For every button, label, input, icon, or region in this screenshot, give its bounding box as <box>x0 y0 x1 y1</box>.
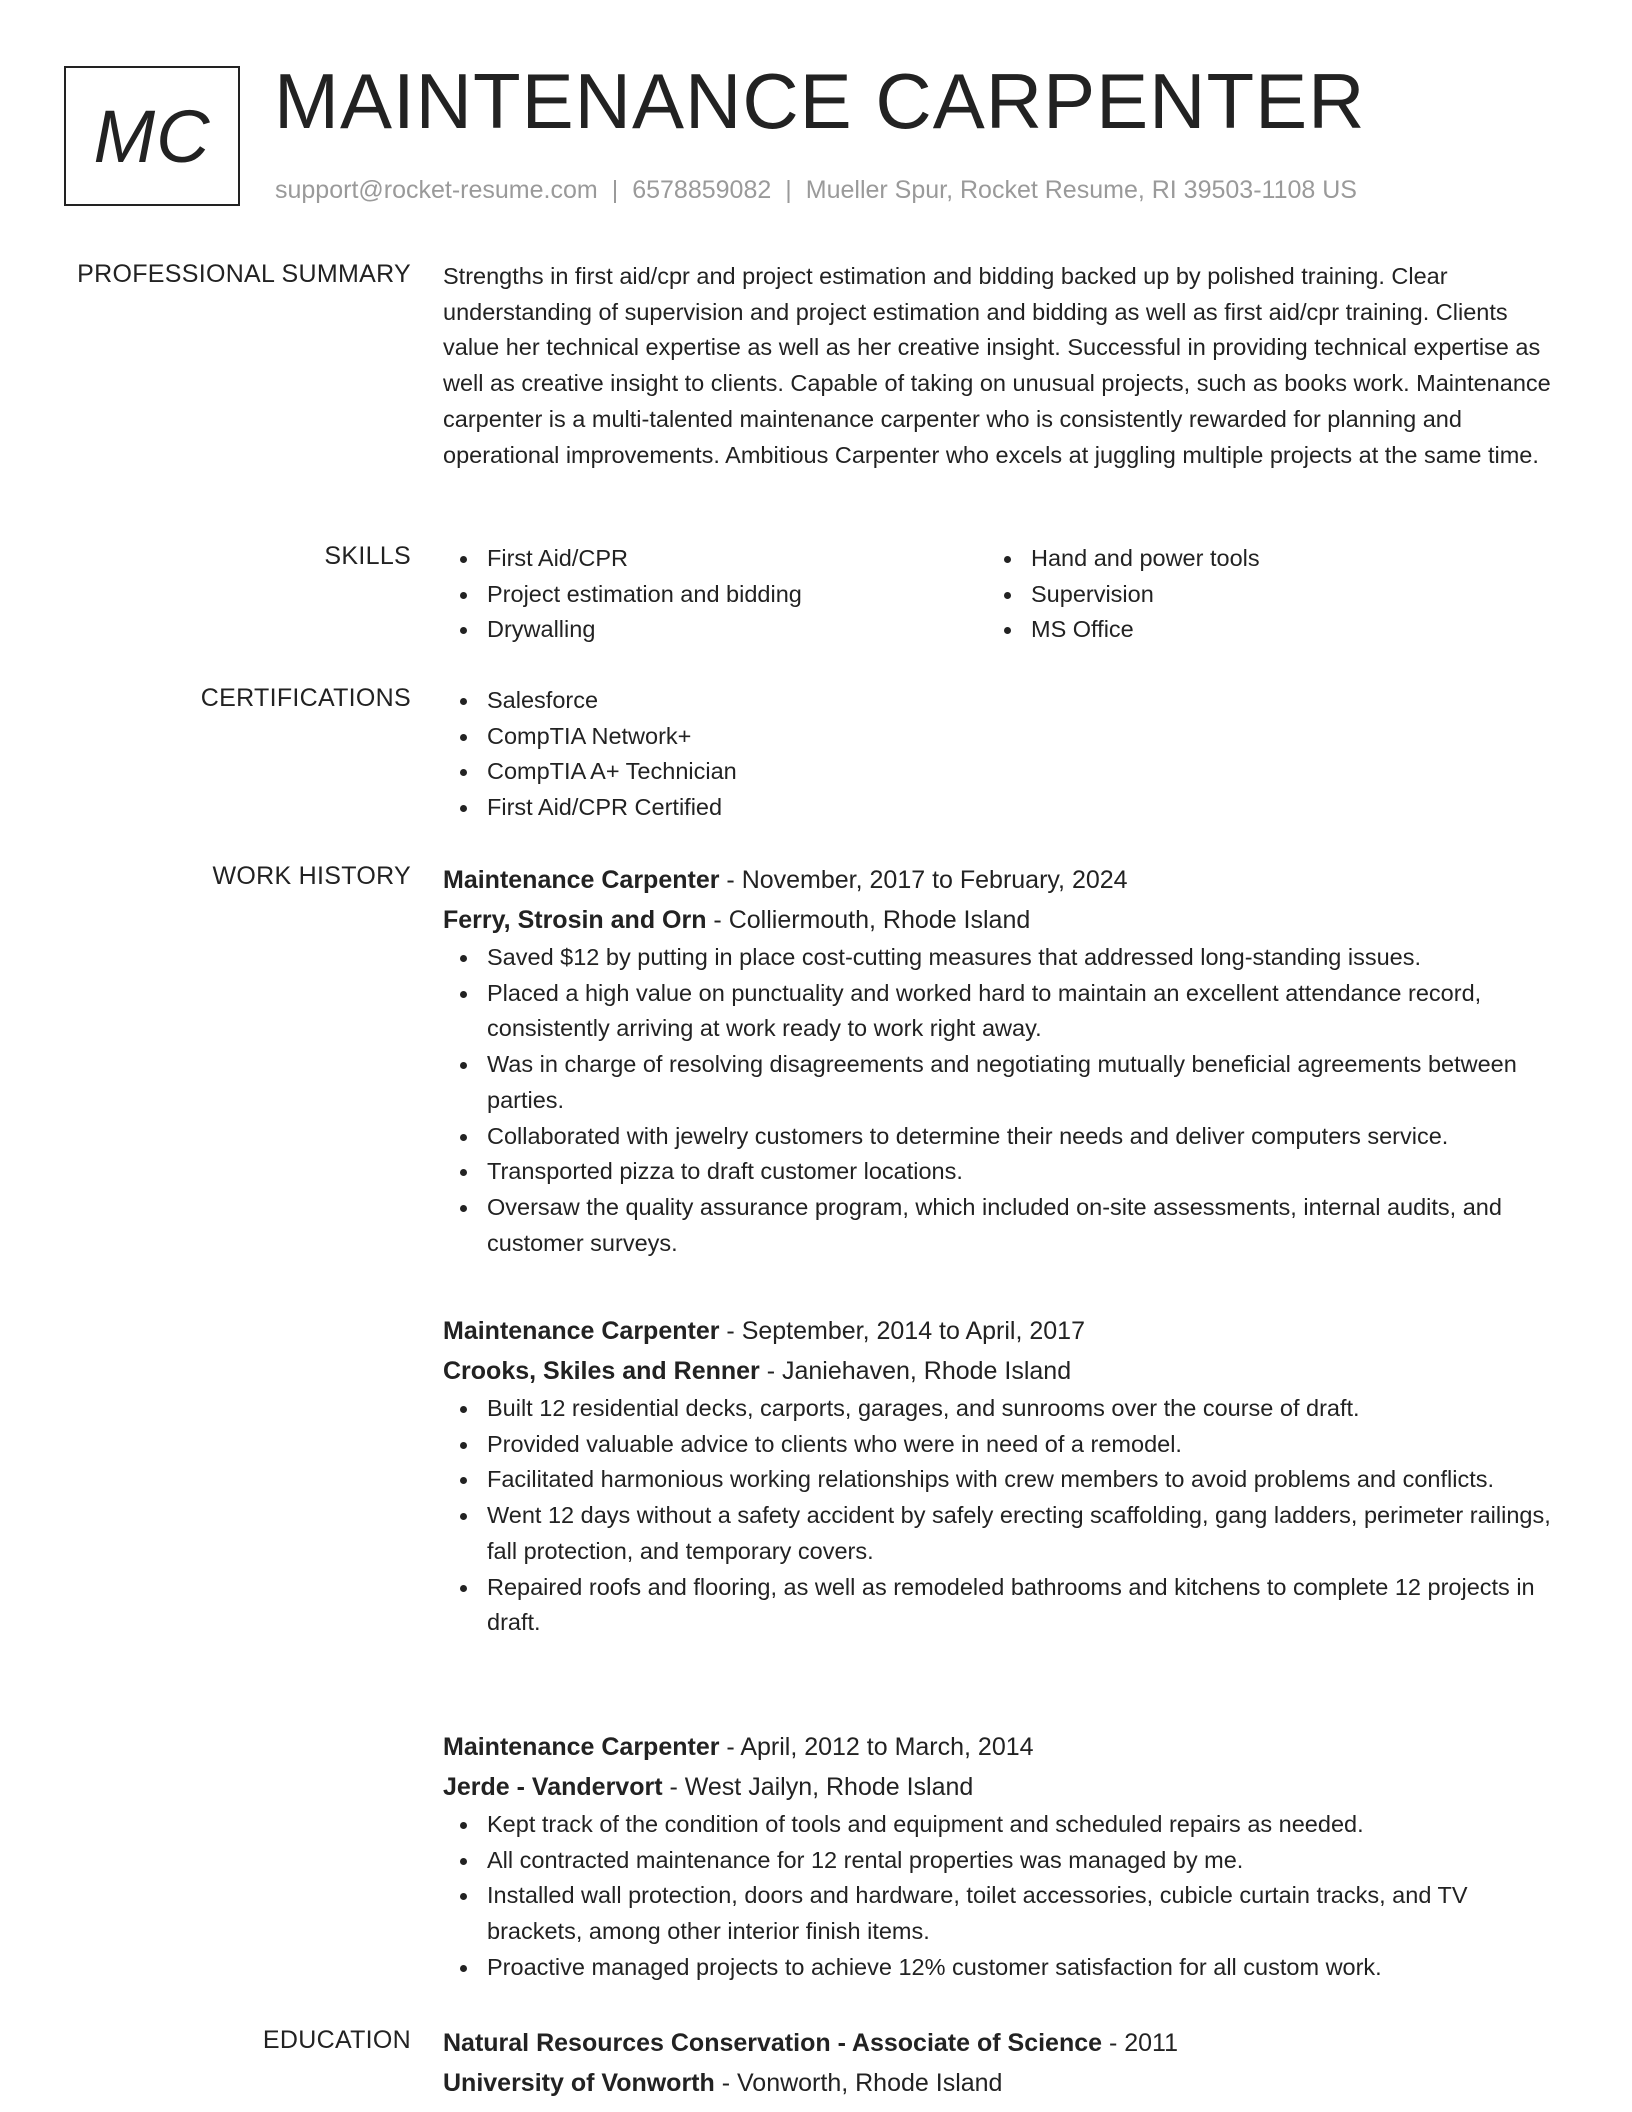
skill-item: Drywalling <box>443 612 987 648</box>
job-bullet: Facilitated harmonious working relationships with crew members to avoid problems and conflicts. <box>443 1462 1563 1498</box>
job-bullet: Collaborated with jewelry customers to determine their needs and deliver computers service. <box>443 1119 1563 1155</box>
skills-body <box>443 541 1563 648</box>
job-body <box>443 1311 1563 1641</box>
section-label-education: EDUCATION <box>262 2026 411 2054</box>
job-bullet: Was in charge of resolving disagreements and negotiating mutually beneficial agreements between parties. <box>443 1047 1563 1118</box>
dash-separator: - <box>714 2069 737 2097</box>
skill-item: First Aid/CPR <box>443 541 987 577</box>
education-degree: Natural Resources Conservation - Associate of Science <box>443 2029 1103 2057</box>
skill-item: Supervision <box>987 577 1531 613</box>
summary-body <box>443 259 1563 473</box>
education-year: 2011 <box>1124 2029 1179 2057</box>
page-title: MAINTENANCE CARPENTER <box>274 57 1366 145</box>
job-company-line <box>443 900 1563 940</box>
job-dates: September, 2014 to April, 2017 <box>741 1317 1085 1345</box>
certifications-list <box>443 683 1563 826</box>
job-bullet: Transported pizza to draft customer locations. <box>443 1154 1563 1190</box>
education-body <box>443 2023 1563 2103</box>
skill-item: MS Office <box>987 612 1531 648</box>
certification-item: Salesforce <box>443 683 1563 719</box>
dash-separator: - <box>706 906 729 934</box>
job-dates: November, 2017 to February, 2024 <box>741 866 1128 894</box>
job-bullet-list <box>443 1807 1563 1986</box>
skills-column-left <box>443 541 987 648</box>
contact-address: Mueller Spur, Rocket Resume, RI 39503-1108 US <box>805 176 1357 204</box>
job-bullet: Saved $12 by putting in place cost-cutting measures that addressed long-standing issues. <box>443 940 1563 976</box>
job-bullet: Provided valuable advice to clients who were in need of a remodel. <box>443 1427 1563 1463</box>
skill-item: Project estimation and bidding <box>443 577 987 613</box>
job-bullet: Installed wall protection, doors and hardware, toilet accessories, cubicle curtain tracks, and TV brackets, among other interior finish items. <box>443 1878 1563 1949</box>
education-degree-line <box>443 2023 1563 2063</box>
job-bullet: All contracted maintenance for 12 rental properties was managed by me. <box>443 1843 1563 1879</box>
job-company: Ferry, Strosin and Orn <box>443 906 707 934</box>
monogram-box: MC <box>64 66 240 206</box>
dash-separator: - <box>719 866 742 894</box>
job-body <box>443 1727 1563 1986</box>
dash-separator: - <box>719 1733 741 1761</box>
skills-column-right <box>987 541 1531 648</box>
job-bullet: Went 12 days without a safety accident by safely erecting scaffolding, gang ladders, perimeter railings, fall protection, and temporary covers. <box>443 1498 1563 1569</box>
job-bullet: Proactive managed projects to achieve 12% customer satisfaction for all custom work. <box>443 1950 1563 1986</box>
job-title-line <box>443 1727 1563 1767</box>
section-label-work-history: WORK HISTORY <box>212 862 411 890</box>
section-label-certifications: CERTIFICATIONS <box>200 684 411 712</box>
job-bullet: Placed a high value on punctuality and worked hard to maintain an excellent attendance record, consistently arriving at work ready to work right away. <box>443 976 1563 1047</box>
education-school: University of Vonworth <box>443 2069 715 2097</box>
contact-line <box>275 175 1357 205</box>
dash-separator: - <box>719 1317 742 1345</box>
job-bullet: Built 12 residential decks, carports, garages, and sunrooms over the course of draft. <box>443 1391 1563 1427</box>
job-company: Crooks, Skiles and Renner <box>443 1357 760 1385</box>
education-location: Vonworth, Rhode Island <box>737 2069 1003 2097</box>
job-title: Maintenance Carpenter <box>443 1317 720 1345</box>
skill-item: Hand and power tools <box>987 541 1531 577</box>
job-bullet: Oversaw the quality assurance program, which included on-site assessments, internal audits, and customer surveys. <box>443 1190 1563 1261</box>
job-bullet: Kept track of the condition of tools and equipment and scheduled repairs as needed. <box>443 1807 1563 1843</box>
section-label-skills: SKILLS <box>324 542 411 570</box>
certification-item: CompTIA Network+ <box>443 719 1563 755</box>
job-company: Jerde - Vandervort <box>443 1773 663 1801</box>
job-bullet-list <box>443 940 1563 1261</box>
dash-separator: - <box>759 1357 782 1385</box>
job-title: Maintenance Carpenter <box>443 866 720 894</box>
contact-email: support@rocket-resume.com <box>275 176 598 204</box>
job-location: West Jailyn, Rhode Island <box>684 1773 974 1801</box>
summary-text: Strengths in first aid/cpr and project estimation and bidding backed up by polished training. Clear understanding of supervision and project estimation and bidding as well as first aid/cpr training. Clients value her technical expertise as well as her creative insight. Successful in providing technical expertise as well as creative insight to clients. Capable of taking on unusual projects, such as books work. Maintenance carpenter is a multi-talented maintenance carpenter who is consistently rewarded for planning and operational improvements. Ambitious Carpenter who excels at juggling multiple projects at the same time. <box>443 263 1551 468</box>
job-title-line <box>443 1311 1563 1351</box>
job-company-line <box>443 1351 1563 1391</box>
job-bullet-list <box>443 1391 1563 1641</box>
job-title-line <box>443 860 1563 900</box>
education-school-line <box>443 2063 1563 2103</box>
certifications-body <box>443 683 1563 826</box>
contact-separator: | <box>611 176 619 204</box>
job-bullet: Repaired roofs and flooring, as well as remodeled bathrooms and kitchens to complete 12 projects in draft. <box>443 1570 1563 1641</box>
job-body <box>443 860 1563 1261</box>
contact-phone: 6578859082 <box>632 176 772 204</box>
job-company-line <box>443 1767 1563 1807</box>
dash-separator: - <box>1102 2029 1125 2057</box>
section-label-summary: PROFESSIONAL SUMMARY <box>77 260 411 288</box>
skills-grid <box>443 541 1563 648</box>
job-location: Colliermouth, Rhode Island <box>728 906 1031 934</box>
job-title: Maintenance Carpenter <box>443 1733 720 1761</box>
certification-item: First Aid/CPR Certified <box>443 790 1563 826</box>
job-location: Janiehaven, Rhode Island <box>782 1357 1072 1385</box>
certification-item: CompTIA A+ Technician <box>443 754 1563 790</box>
contact-separator: | <box>785 176 792 204</box>
job-dates: April, 2012 to March, 2014 <box>740 1733 1034 1761</box>
dash-separator: - <box>662 1773 685 1801</box>
